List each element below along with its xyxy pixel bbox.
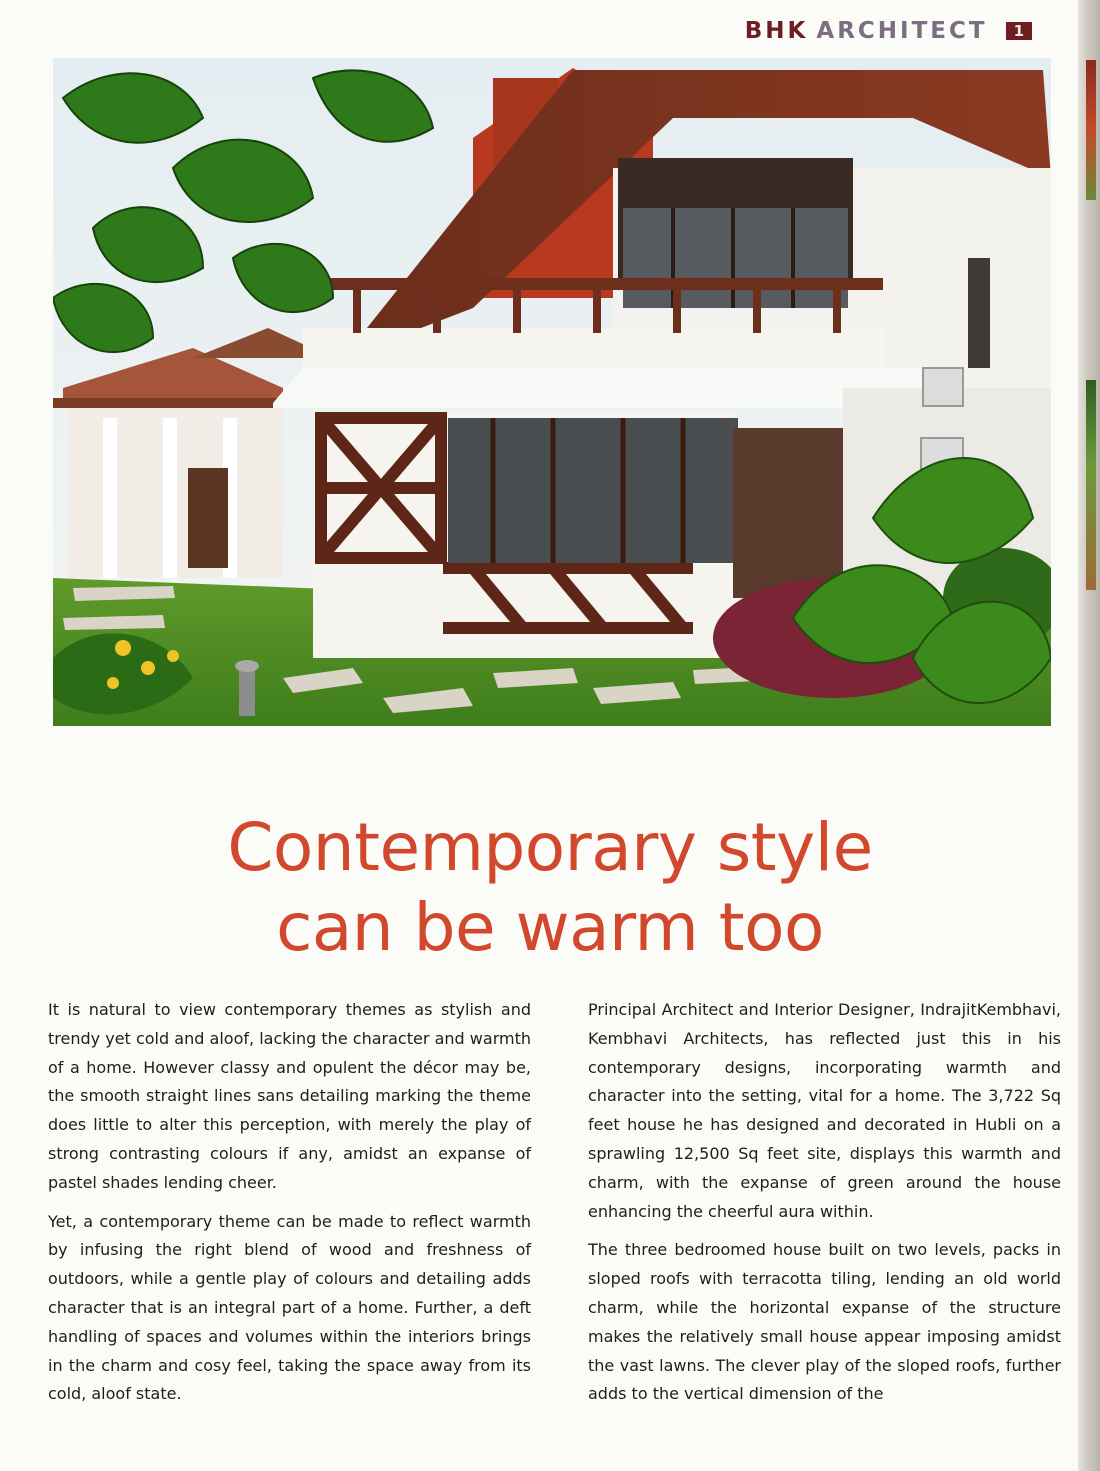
paragraph: The three bedroomed house built on two levels, packs in sloped roofs with terracotta tiling, lending an old world charm, while the horizontal expanse of the structure makes the relatively small house appear imposing amidst the vast lawns. The clever play of the sloped roofs, further adds to the vertical dimension of the [588,1240,1061,1404]
page-number-badge: 1 [1006,22,1032,40]
house-exterior-photo [53,58,1051,726]
paragraph: It is natural to view contemporary themes as stylish and trendy yet cold and aloof, lacking the character and warmth of a home. However classy and opulent the décor may be, the smooth straight lines sans detailing marking the theme does little to alter this perception, with merely the play of strong contrasting colours if any, amidst an expanse of pastel shades lending cheer. [48,1000,531,1192]
body-column-left [48,996,531,1409]
paragraph: Yet, a contemporary theme can be made to reflect warmth by infusing the right blend of wood and freshness of outdoors, while a gentle play of colours and detailing adds character that is an integral part of a home. Further, a deft handling of spaces and volumes within the interiors brings in the charm and cosy feel, taking the space away from its cold, aloof state. [48,1211,531,1404]
article-title-line-1: Contemporary style [227,809,873,886]
body-column-right [588,996,1061,1409]
brand-name-light: ARCHITECT [816,18,988,44]
magazine-header [745,18,1032,44]
brand-name-bold: BHK [744,18,809,44]
adjacent-page-edge [1078,0,1100,1471]
article-title-line-2: can be warm too [276,889,824,966]
paragraph: Principal Architect and Interior Designer, IndrajitKembhavi, Kembhavi Architects, has reflected just this in his contemporary designs, incorporating warmth and character into the setting, vital for a home. The 3,722 Sq feet house he has designed and decorated in Hubli on a sprawling 12,500 Sq feet site, displays this warmth and charm, with the expanse of green around the house enhancing the cheerful aura within. [588,1000,1061,1221]
adjacent-page-photo-strip [1086,60,1096,200]
adjacent-page-photo-strip-2 [1086,380,1096,590]
article-title [0,808,1100,968]
